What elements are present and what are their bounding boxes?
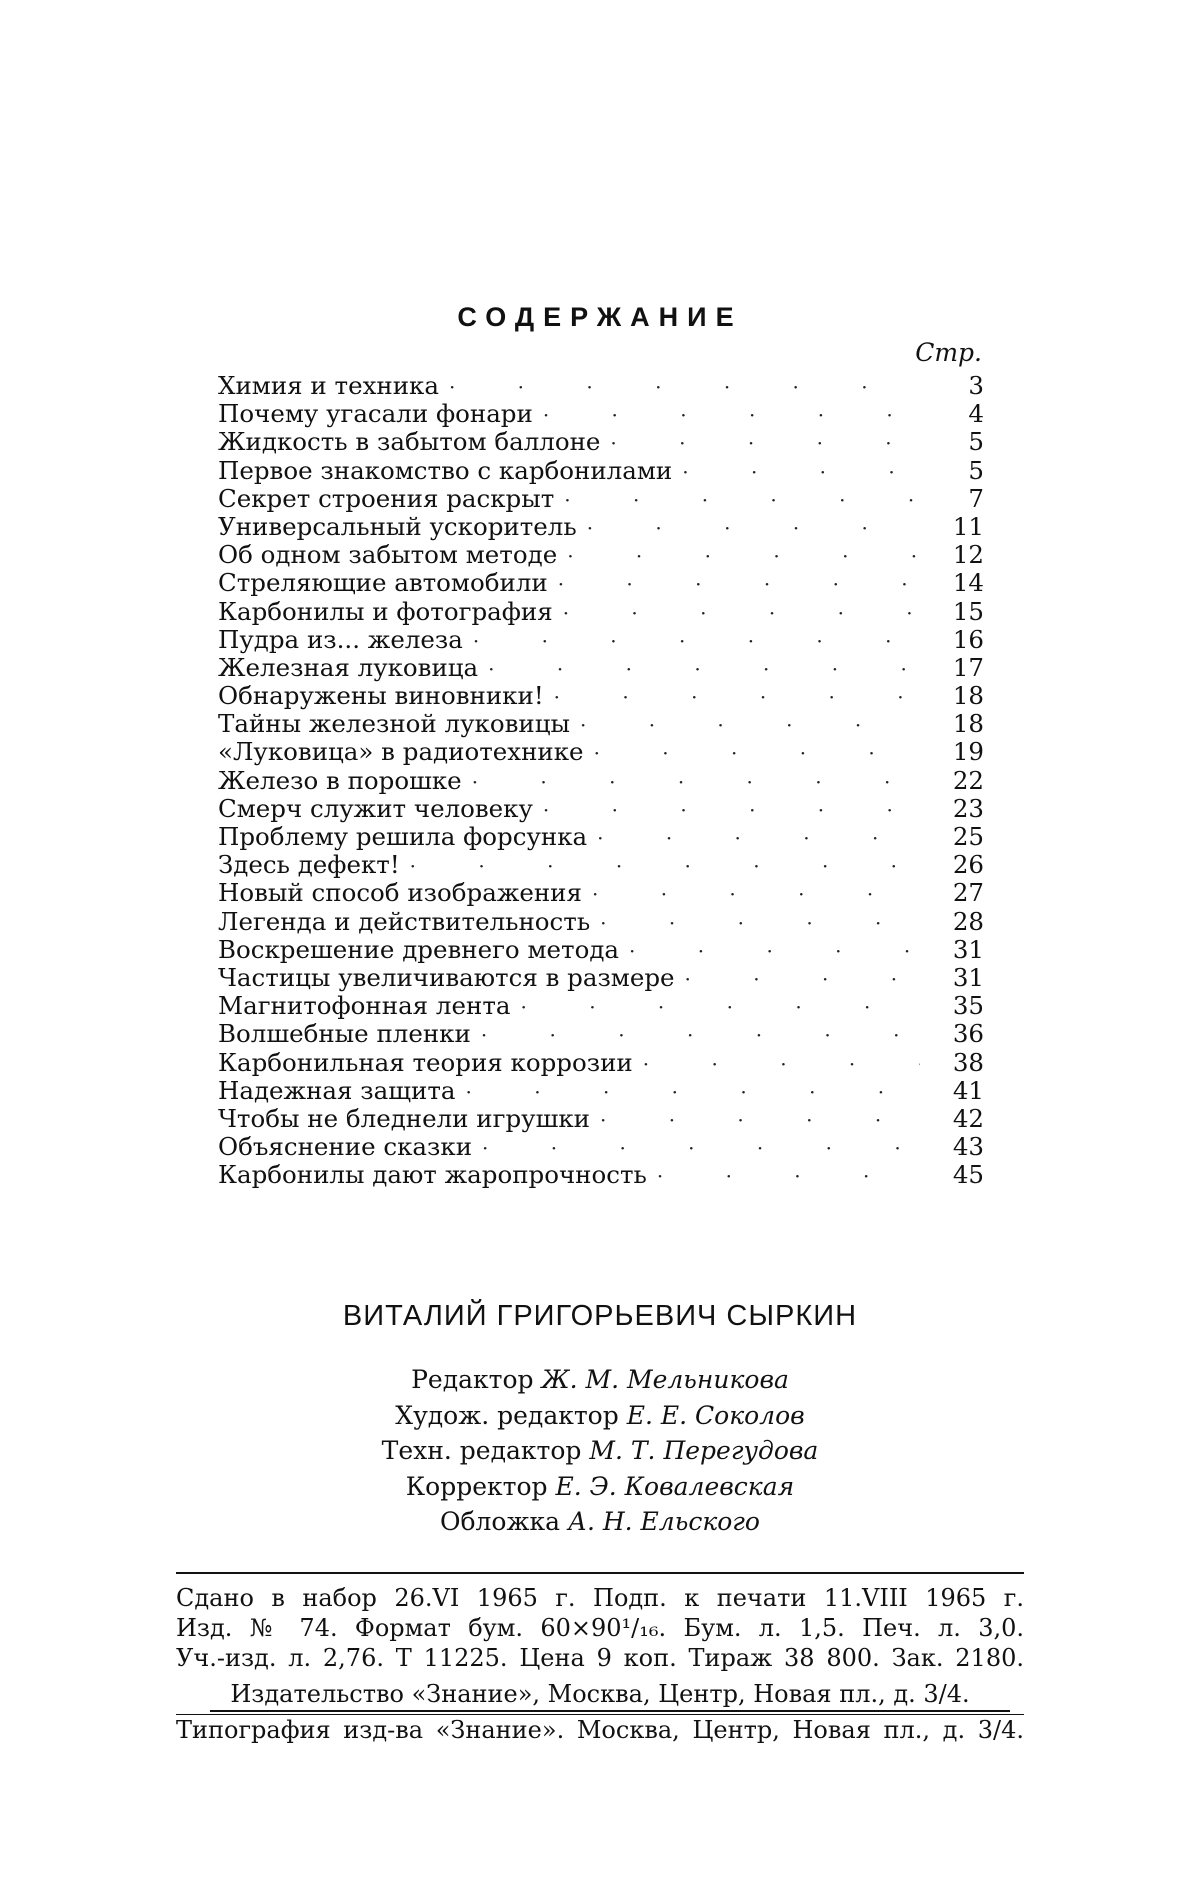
toc-entry (218, 541, 984, 569)
toc-entry (218, 936, 984, 964)
toc-entry-page: 28 (952, 906, 984, 936)
toc-entry-page: 26 (952, 850, 984, 880)
dot-leader (488, 655, 920, 683)
dot-leader (410, 852, 920, 880)
toc-entry (218, 682, 984, 710)
toc-entry (218, 400, 984, 428)
dot-leader (657, 1162, 920, 1190)
toc-entry (218, 767, 984, 795)
toc-entry (218, 992, 984, 1020)
toc-entry-title: Здесь дефект! (218, 850, 400, 880)
toc-entry (218, 738, 984, 766)
publisher-line: Издательство «Знание», Москва, Центр, Новая пл., д. 3/4. (230, 1680, 970, 1708)
credit-name: М. Т. Перегудова (589, 1436, 819, 1465)
toc-entry (218, 1077, 984, 1105)
toc-entry-page: 11 (952, 511, 984, 541)
credit-line (0, 1433, 1200, 1469)
toc-entry-title: Химия и техника (218, 371, 439, 400)
toc-entry-page: 43 (952, 1132, 984, 1162)
dot-leader (482, 1134, 920, 1162)
dot-leader (466, 1078, 920, 1106)
toc-entry (218, 372, 984, 400)
toc-entry-title: Магнитофонная лента (218, 991, 511, 1021)
dot-leader (564, 486, 920, 514)
dot-leader (600, 1106, 920, 1134)
toc-entry-title: Новый способ изображения (218, 878, 582, 908)
dot-leader (449, 373, 920, 401)
toc-entry-page: 5 (968, 427, 984, 457)
toc-entry-title: Легенда и действительность (218, 906, 591, 936)
toc-entry-page: 25 (952, 822, 984, 851)
dot-leader (558, 570, 920, 598)
author-name: ВИТАЛИЙ ГРИГОРЬЕВИЧ СЫРКИН (342, 1300, 858, 1332)
toc-entry-title: Первое знакомство с карбонилами (218, 455, 673, 485)
toc-list (218, 372, 984, 1189)
toc-entry (218, 908, 984, 936)
toc-entry (218, 1049, 984, 1077)
toc-entry-page: 5 (968, 455, 984, 485)
dot-leader (682, 458, 920, 486)
toc-entry-page: 27 (952, 878, 984, 908)
credit-name: Е. Э. Ковалевская (555, 1471, 795, 1501)
imprint-line-3: Уч.-изд. л. 2,76. Т 11225. Цена 9 коп. Тираж 38 800. Зак. 2180. (176, 1644, 1024, 1672)
credit-role: Редактор (411, 1365, 534, 1394)
dot-leader (685, 965, 920, 993)
credit-role: Худож. редактор (395, 1400, 619, 1430)
toc-entry-page: 18 (952, 681, 984, 711)
toc-entry-title: «Луковица» в радиотехнике (218, 737, 584, 767)
dot-leader (610, 429, 920, 457)
toc-entry (218, 428, 984, 456)
toc-entry-page: 35 (952, 991, 984, 1021)
dot-leader (597, 824, 920, 852)
toc-entry (218, 1161, 984, 1189)
credit-line (0, 1398, 1200, 1434)
toc-entry-title: Карбонилы и фотография (218, 596, 553, 626)
top-rule (176, 1572, 1024, 1574)
toc-entry-title: Воскрешение древнего метода (218, 934, 620, 964)
toc-entry-page: 15 (952, 596, 984, 626)
toc-entry-page: 42 (952, 1103, 984, 1133)
dot-leader (543, 796, 920, 824)
toc-entry-title: Железная луковица (218, 652, 479, 682)
credit-name: А. Н. Ельского (568, 1507, 760, 1536)
imprint-line-1: Сдано в набор 26.VI 1965 г. Подп. к печати 11.VIII 1965 г. (176, 1584, 1024, 1612)
toc-entry-page: 38 (952, 1047, 984, 1077)
dot-leader (587, 514, 920, 542)
toc-entry-title: Смерч служит человеку (218, 793, 533, 823)
toc-entry-page: 18 (952, 709, 984, 739)
bottom-rule (176, 1714, 1024, 1715)
toc-entry (218, 626, 984, 654)
toc-entry-title: Почему угасали фонари (218, 399, 533, 429)
toc-entry-title: Обнаружены виновники! (218, 681, 544, 711)
toc-entry-page: 7 (968, 483, 984, 513)
toc-entry (218, 513, 984, 541)
credit-role: Корректор (405, 1471, 548, 1501)
dot-leader (473, 627, 920, 655)
dot-leader (481, 1021, 920, 1049)
publisher-rule (210, 1710, 1010, 1712)
toc-entry-title: Жидкость в забытом баллоне (218, 427, 601, 457)
toc-entry (218, 879, 984, 907)
toc-entry-page: 12 (952, 540, 984, 570)
dot-leader (643, 1050, 920, 1078)
toc-entry-title: Объяснение сказки (218, 1132, 473, 1162)
toc-entry-title: Чтобы не бледнели игрушки (218, 1103, 590, 1133)
toc-entry-title: Тайны железной луковицы (218, 709, 570, 739)
toc-entry-page: 4 (968, 399, 984, 429)
dot-leader (543, 401, 920, 429)
dot-leader (472, 768, 920, 796)
toc-entry-title: Пудра из... железа (218, 624, 463, 654)
dot-leader (594, 739, 920, 767)
credit-line (0, 1469, 1200, 1505)
toc-entry-title: Железо в порошке (218, 765, 462, 795)
toc-entry (218, 457, 984, 485)
toc-entry (218, 823, 984, 851)
toc-entry-page: 31 (952, 934, 984, 964)
toc-entry (218, 795, 984, 823)
toc-entry-page: 45 (952, 1160, 984, 1190)
dot-leader (629, 937, 920, 965)
toc-entry-title: Универсальный ускоритель (218, 511, 577, 541)
toc-entry-title: Карбонилы дают жаропрочность (218, 1160, 647, 1190)
credit-role: Обложка (440, 1507, 561, 1536)
toc-entry-page: 16 (952, 624, 984, 654)
dot-leader (592, 880, 920, 908)
toc-entry-page: 19 (952, 737, 984, 767)
dot-leader (563, 599, 920, 627)
toc-entry-page: 31 (952, 962, 984, 992)
toc-entry-title: Стреляющие автомобили (218, 568, 548, 598)
toc-entry (218, 964, 984, 992)
toc-entry-title: Надежная защита (218, 1075, 456, 1105)
page-column-label: Стр. (915, 338, 982, 367)
printer-line: Типография изд-ва «Знание». Москва, Центр, Новая пл., д. 3/4. (176, 1716, 1024, 1744)
toc-heading: СОДЕРЖАНИЕ (457, 302, 743, 332)
toc-entry-title: Частицы увеличиваются в размере (218, 962, 675, 992)
toc-entry (218, 485, 984, 513)
toc-entry (218, 851, 984, 879)
toc-entry-page: 41 (952, 1075, 984, 1105)
toc-entry (218, 710, 984, 738)
toc-entry-page: 23 (952, 793, 984, 823)
toc-entry-page: 36 (952, 1019, 984, 1049)
dot-leader (600, 909, 920, 937)
toc-entry-title: Об одном забытом методе (218, 540, 558, 570)
credits-block (0, 1362, 1200, 1540)
toc-entry-page: 17 (952, 652, 984, 682)
dot-leader (554, 683, 920, 711)
toc-entry (218, 1133, 984, 1161)
toc-entry (218, 1105, 984, 1133)
credit-line (0, 1362, 1200, 1398)
dot-leader (580, 711, 920, 739)
imprint-line-2: Изд. № 74. Формат бум. 60×90¹/₁₆. Бум. л. 1,5. Печ. л. 3,0. (176, 1614, 1024, 1642)
credit-name: Ж. М. Мельникова (541, 1365, 789, 1394)
toc-entry (218, 654, 984, 682)
toc-entry-page: 22 (952, 765, 984, 795)
toc-entry (218, 1020, 984, 1048)
toc-entry (218, 598, 984, 626)
toc-entry-title: Карбонильная теория коррозии (218, 1047, 633, 1077)
dot-leader (567, 542, 920, 570)
toc-entry-title: Секрет строения раскрыт (218, 483, 555, 513)
toc-entry-page: 3 (968, 371, 984, 400)
toc-entry-title: Проблему решила форсунка (218, 822, 588, 851)
toc-entry (218, 569, 984, 597)
toc-entry-title: Волшебные пленки (218, 1019, 471, 1049)
dot-leader (520, 993, 920, 1021)
credit-line (0, 1504, 1200, 1540)
credit-name: Е. Е. Соколов (626, 1400, 805, 1430)
credit-role: Техн. редактор (381, 1436, 582, 1465)
toc-entry-page: 14 (952, 568, 984, 598)
